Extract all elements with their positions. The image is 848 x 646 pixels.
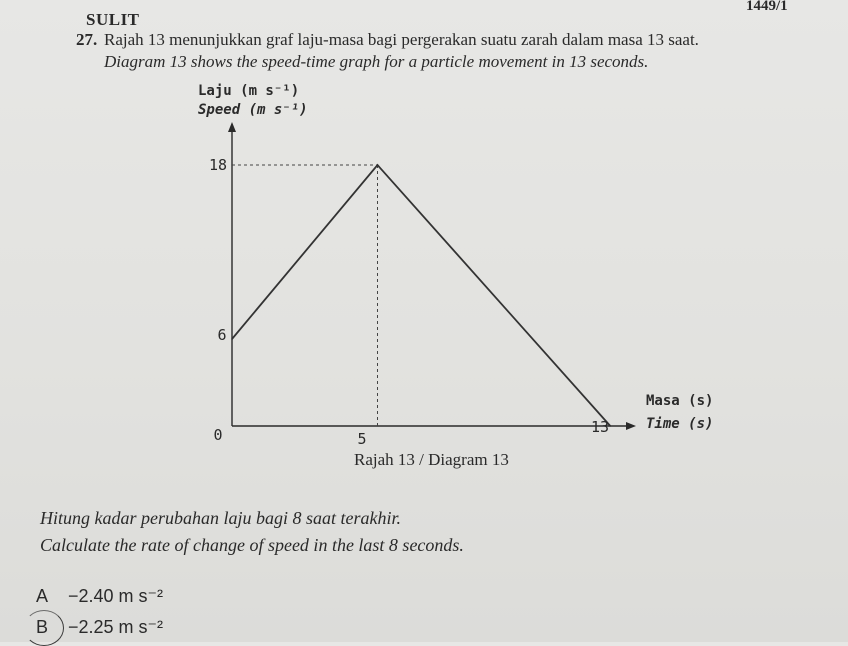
- option-a-letter[interactable]: A: [36, 586, 49, 606]
- option-b-value[interactable]: −2.25 m s⁻²: [68, 617, 164, 637]
- option-a-value[interactable]: −2.40 m s⁻²: [68, 586, 164, 606]
- x-axis-label-english: Time (s): [646, 416, 714, 432]
- y-axis-label-english: Speed (m s⁻¹): [198, 102, 308, 118]
- origin-label: 0: [213, 426, 223, 444]
- y-axis-arrow: [228, 122, 236, 132]
- x-axis-label-malay: Masa (s): [646, 393, 714, 409]
- paper-code: 1449/1: [746, 0, 788, 14]
- x-axis-arrow: [626, 422, 636, 430]
- speed-series-line: [232, 165, 610, 426]
- x-tick-label: 5: [357, 430, 367, 448]
- diagram-caption: Rajah 13 / Diagram 13: [354, 450, 509, 469]
- question-stem-english: Diagram 13 shows the speed-time graph for a particle movement in 13 seconds.: [104, 52, 649, 71]
- y-axis-label-malay: Laju (m s⁻¹): [198, 83, 300, 99]
- option-b-letter[interactable]: B: [36, 617, 49, 637]
- data-point: [610, 425, 612, 427]
- data-point: [231, 338, 233, 340]
- prompt-english: Calculate the rate of change of speed in the last 8 seconds.: [40, 535, 464, 555]
- y-tick-label: 6: [217, 326, 227, 344]
- x-tick-label: 13: [590, 418, 610, 436]
- prompt-malay: Hitung kadar perubahan laju bagi 8 saat terakhir.: [40, 508, 401, 528]
- y-tick-label: 18: [208, 156, 228, 174]
- question-stem-malay: Rajah 13 menunjukkan graf laju-masa bagi pergerakan suatu zarah dalam masa 13 saat.: [104, 30, 699, 49]
- data-points: [231, 164, 611, 427]
- question-number: 27.: [76, 30, 98, 49]
- data-point: [377, 164, 379, 166]
- header-code: SULIT: [86, 10, 140, 29]
